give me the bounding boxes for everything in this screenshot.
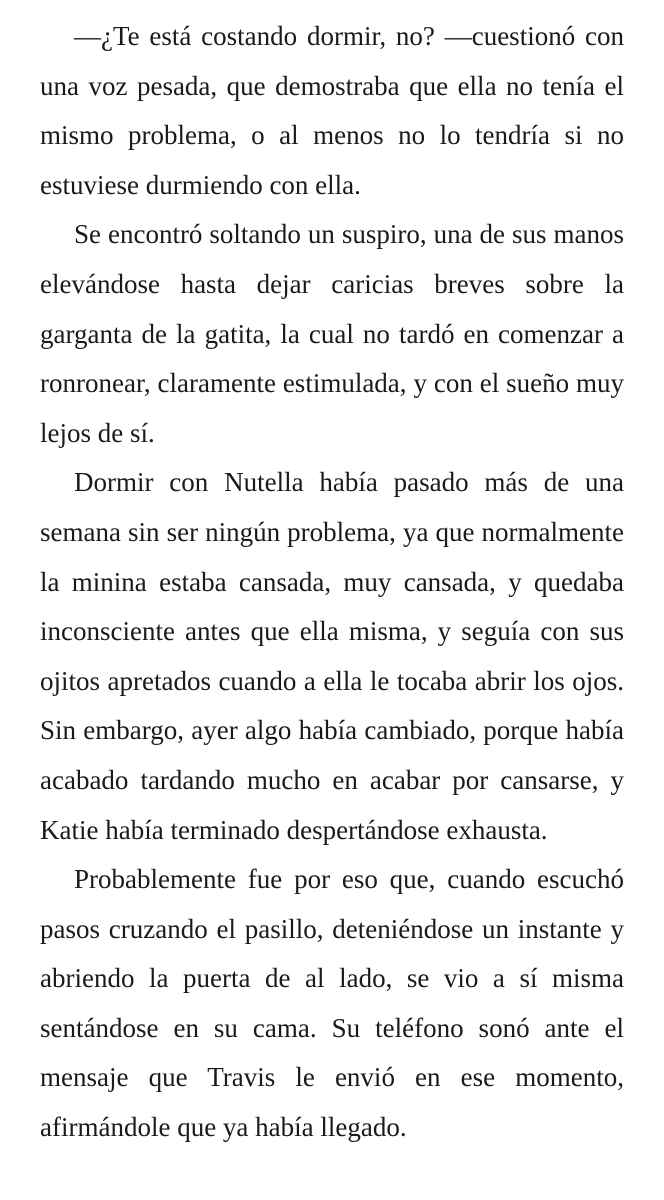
- paragraph-1: —¿Te está costando dormir, no? —cuestionó con una voz pesada, que demostraba que ella no tenía el mismo problema, o al menos no lo tendría si no estuviese durmiendo con ella.: [40, 21, 624, 200]
- paragraph-3: Dormir con Nutella había pasado más de una semana sin ser ningún problema, ya que normalmente la minina estaba cansada, muy cansada, y quedaba inconsciente antes que ella misma, y seguía con sus ojitos apretados cuando a ella le tocaba abrir los ojos. Sin embargo, ayer algo había cambiado, porque había acabado tardando mucho en acabar por cansarse, y Katie había terminado despertándose exhausta.: [40, 467, 624, 845]
- paragraph-4: Probablemente fue por eso que, cuando escuchó pasos cruzando el pasillo, deteniéndose un instante y abriendo la puerta de al lado, se vio a sí misma sentándose en su cama. Su teléfono sonó ante el mensaje que Travis le envió en ese momento, afirmándole que ya había llegado.: [40, 864, 624, 1143]
- paragraph-2: Se encontró soltando un suspiro, una de sus manos elevándose hasta dejar caricias breves sobre la garganta de la gatita, la cual no tardó en comenzar a ronronear, claramente estimulada, y con el sueño muy lejos de sí.: [40, 219, 624, 448]
